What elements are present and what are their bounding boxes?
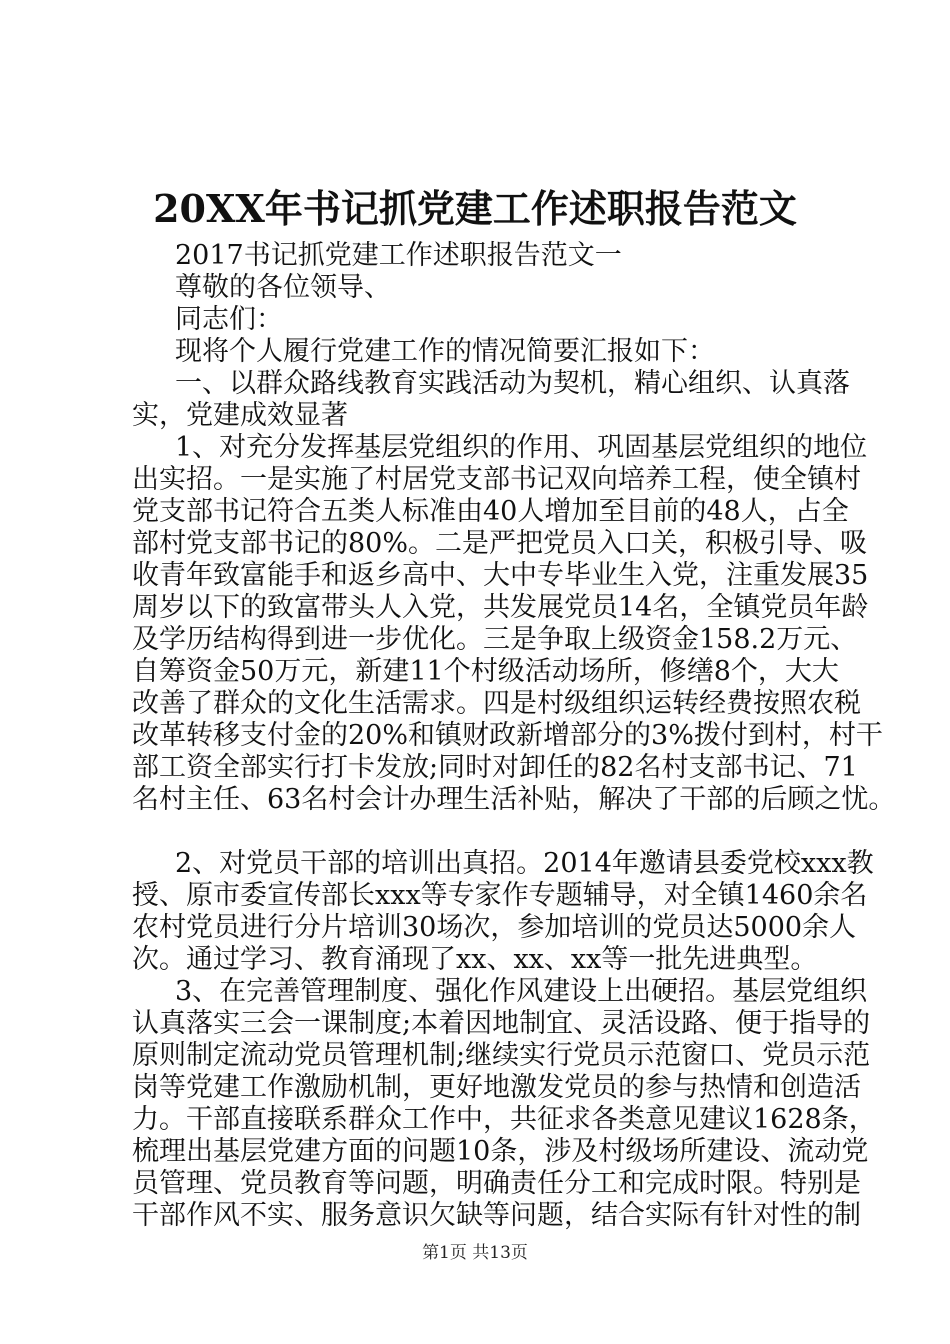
body-text-line: 部村党支部书记的80%。二是严把党员入口关，积极引导、吸 <box>132 528 868 559</box>
body-text-line: 自筹资金50万元，新建11个村级活动场所，修缮8个，大大 <box>132 656 839 687</box>
body-text-line: 党支部书记符合五类人标准由40人增加至目前的48人，占全 <box>132 496 849 527</box>
body-text-line: 改革转移支付金的20%和镇财政新增部分的3%拨付到村，村干 <box>132 720 883 751</box>
body-text-line: 2017书记抓党建工作述职报告范文一 <box>175 240 622 271</box>
body-text-line: 岗等党建工作激励机制，更好地激发党员的参与热情和创造活 <box>132 1072 861 1103</box>
body-text-line: 次。通过学习、教育涌现了xx、xx、xx等一批先进典型。 <box>132 944 818 975</box>
body-text-line: 周岁以下的致富带头人入党，共发展党员14名，全镇党员年龄 <box>132 592 869 623</box>
body-text-line: 2、对党员干部的培训出真招。2014年邀请县委党校xxx教 <box>175 848 874 879</box>
body-text-line: 改善了群众的文化生活需求。四是村级组织运转经费按照农税 <box>132 688 861 719</box>
body-text-line: 3、在完善管理制度、强化作风建设上出硬招。基层党组织 <box>175 976 868 1007</box>
body-text-line: 尊敬的各位领导、 <box>175 272 391 303</box>
body-text-line: 农村党员进行分片培训30场次，参加培训的党员达5000余人 <box>132 912 857 943</box>
body-text-line: 梳理出基层党建方面的问题10条，涉及村级场所建设、流动党 <box>132 1136 869 1167</box>
body-text-line: 力。干部直接联系群众工作中，共征求各类意见建议1628条， <box>132 1104 876 1135</box>
body-text-line: 员管理、党员教育等问题，明确责任分工和完成时限。特别是 <box>132 1168 861 1199</box>
body-text-line: 一、以群众路线教育实践活动为契机，精心组织、认真落 <box>175 368 850 399</box>
body-text-line: 收青年致富能手和返乡高中、大中专毕业生入党，注重发展35 <box>132 560 869 591</box>
body-text-line: 及学历结构得到进一步优化。三是争取上级资金158.2万元、 <box>132 624 858 655</box>
body-text-line: 名村主任、63名村会计办理生活补贴，解决了干部的后顾之忧。 <box>132 784 896 815</box>
body-text-line: 授、原市委宣传部长xxx等专家作专题辅导，对全镇1460余名 <box>132 880 868 911</box>
body-text-line: 认真落实三会一课制度;本着因地制宜、灵活设路、便于指导的 <box>132 1008 871 1039</box>
document-body <box>132 240 896 1232</box>
blank-line <box>132 816 832 848</box>
page-title: 20XX年书记抓党建工作述职报告范文 <box>153 186 797 231</box>
body-text-line: 干部作风不实、服务意识欠缺等问题，结合实际有针对性的制 <box>132 1200 861 1231</box>
body-text-line: 原则制定流动党员管理机制;继续实行党员示范窗口、党员示范 <box>132 1040 871 1071</box>
body-text-line: 同志们： <box>175 304 283 335</box>
page-footer: 第1页 共13页 <box>422 1243 528 1263</box>
body-text-line: 现将个人履行党建工作的情况简要汇报如下： <box>175 336 715 367</box>
body-text-line: 出实招。一是实施了村居党支部书记双向培养工程，使全镇村 <box>132 464 861 495</box>
body-text-line: 实，党建成效显著 <box>132 400 348 431</box>
body-text-line: 1、对充分发挥基层党组织的作用、巩固基层党组织的地位 <box>175 432 868 463</box>
body-text-line: 部工资全部实行打卡发放;同时对卸任的82名村支部书记、71 <box>132 752 858 783</box>
